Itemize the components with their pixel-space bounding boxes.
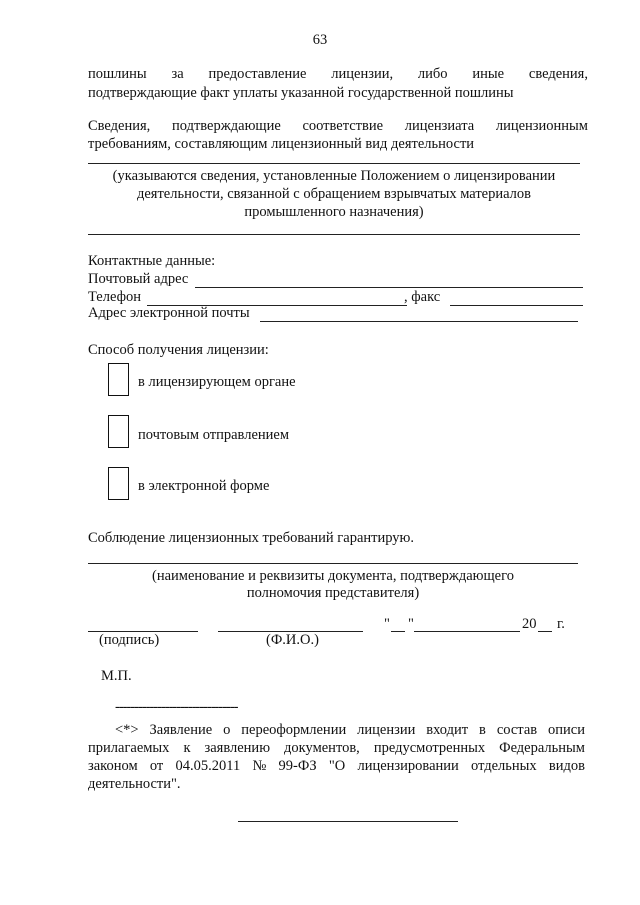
- word: 99-ФЗ: [278, 758, 317, 774]
- word: лицензиата: [404, 118, 475, 134]
- word: входит: [426, 722, 469, 738]
- footnote-line4: деятельности".: [88, 776, 181, 792]
- fax-field[interactable]: [450, 305, 583, 306]
- word: в: [479, 722, 486, 738]
- authority-note-line2: полномочия представителя): [246, 585, 420, 601]
- fee-paragraph-line2: подтверждающие факт уплаты указанной государственной пошлины: [88, 85, 514, 101]
- full-name-caption: (Ф.И.О.): [266, 632, 319, 648]
- word: к: [183, 740, 191, 756]
- date-month-field[interactable]: [414, 631, 520, 632]
- seal-mark: М.П.: [101, 668, 132, 684]
- footnote-separator: --------------------------------: [115, 699, 238, 715]
- receipt-option-label: в электронной форме: [138, 478, 270, 494]
- word: от: [149, 758, 164, 774]
- word: №: [252, 758, 267, 774]
- word: либо: [417, 66, 448, 82]
- word: за: [171, 66, 184, 82]
- date-year-field[interactable]: [538, 631, 552, 632]
- date-day-field[interactable]: [391, 631, 405, 632]
- word: видов: [548, 758, 585, 774]
- receipt-option-label: почтовым отправлением: [138, 427, 290, 443]
- word: лицензии: [357, 722, 416, 738]
- postal-address-field[interactable]: [195, 287, 583, 288]
- word: пошлины: [88, 66, 147, 82]
- word: лицензии,: [331, 66, 394, 82]
- date-year-prefix: 20: [522, 616, 537, 632]
- signature-caption: (подпись): [99, 632, 160, 648]
- word: отдельных: [471, 758, 537, 774]
- date-quote-close: ": [408, 616, 414, 632]
- contacts-heading: Контактные данные:: [88, 253, 216, 269]
- word: лицензировании: [357, 758, 459, 774]
- word: Федеральным: [499, 740, 585, 756]
- email-field[interactable]: [260, 321, 578, 322]
- word: иные: [472, 66, 505, 82]
- authority-document-field[interactable]: [88, 563, 578, 564]
- compliance-paragraph-line2: требованиям, составляющим лицензионный вид деятельности: [88, 136, 475, 152]
- compliance-fill-line: [88, 163, 580, 164]
- compliance-note-line2: деятельности, связанной с обращением взрывчатых материалов: [136, 186, 532, 202]
- word: заявлению: [204, 740, 271, 756]
- fax-label: , факс: [404, 289, 441, 305]
- word: Сведения,: [88, 118, 151, 134]
- postal-address-label: Почтовый адрес: [88, 271, 189, 287]
- word: состав: [496, 722, 538, 738]
- compliance-extra-line: [88, 234, 580, 235]
- page-number: 63: [312, 32, 328, 48]
- receipt-option-checkbox[interactable]: [108, 467, 129, 500]
- compliance-note-line3: промышленного назначения): [244, 204, 424, 220]
- receipt-option-checkbox[interactable]: [108, 415, 129, 448]
- word: 04.05.2011: [175, 758, 241, 774]
- email-label: Адрес электронной почты: [88, 305, 250, 321]
- word: <*>: [115, 722, 139, 738]
- footnote-line3: [88, 758, 585, 775]
- authority-note-line1: (наименование и реквизиты документа, подтверждающего: [152, 568, 514, 584]
- footnote-line2: [88, 740, 585, 757]
- compliance-paragraph-line1: [88, 118, 588, 135]
- footnote-line1: [115, 722, 585, 739]
- date-quote-open: ": [384, 616, 390, 632]
- word: соответствие: [302, 118, 384, 134]
- word: переоформлении: [241, 722, 347, 738]
- receipt-option-label: в лицензирующем органе: [138, 374, 296, 390]
- guarantee-text: Соблюдение лицензионных требований гарантирую.: [88, 530, 415, 546]
- word: о: [223, 722, 231, 738]
- word: "О: [328, 758, 346, 774]
- phone-label: Телефон: [88, 289, 141, 305]
- word: Заявление: [149, 722, 213, 738]
- word: документов,: [284, 740, 360, 756]
- word: предоставление: [208, 66, 307, 82]
- date-year-suffix: г.: [557, 616, 565, 632]
- receipt-option-checkbox[interactable]: [108, 363, 129, 396]
- end-rule: [238, 821, 458, 822]
- word: законом: [88, 758, 138, 774]
- word: описи: [548, 722, 585, 738]
- word: прилагаемых: [88, 740, 170, 756]
- receipt-heading: Способ получения лицензии:: [88, 342, 269, 358]
- fee-paragraph-line1: [88, 66, 588, 83]
- word: предусмотренных: [373, 740, 486, 756]
- word: сведения,: [528, 66, 588, 82]
- word: лицензионным: [495, 118, 588, 134]
- compliance-note-line1: (указываются сведения, установленные Положением о лицензировании: [112, 168, 556, 184]
- word: подтверждающие: [171, 118, 281, 134]
